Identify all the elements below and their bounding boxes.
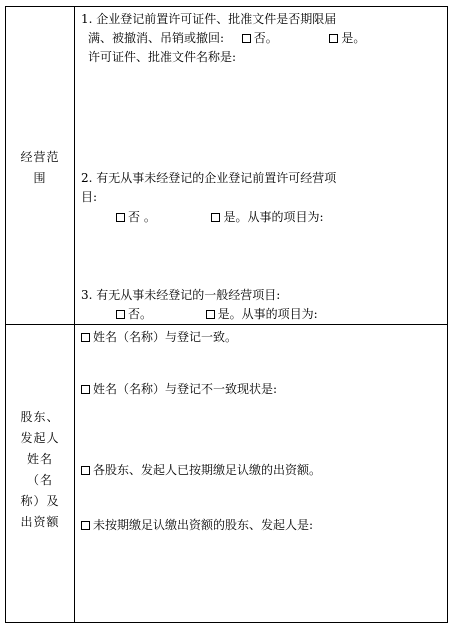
shareholder-label bbox=[6, 407, 74, 533]
q3-options bbox=[116, 306, 318, 322]
item4-label: 未按期缴足认缴出资额的股东、发起人是: bbox=[93, 518, 314, 532]
shareholder-label-line3: 姓名 bbox=[26, 452, 53, 466]
shareholder-item3 bbox=[81, 462, 321, 478]
q1-line3: 许可证件、批准文件名称是: bbox=[88, 50, 237, 64]
item4-checkbox[interactable] bbox=[81, 521, 90, 530]
business-scope-label-line1: 经营范 bbox=[20, 150, 60, 164]
q3-yes-label: 是。从事的项目为: bbox=[217, 307, 318, 321]
q1-no-checkbox[interactable] bbox=[242, 34, 251, 43]
item2-label: 姓名（名称）与登记不一致现状是: bbox=[93, 382, 278, 396]
shareholder-item4 bbox=[81, 517, 313, 533]
q1-line2-text: 满、被撤消、吊销或撤回: bbox=[88, 31, 225, 45]
inspection-form-table bbox=[5, 6, 448, 623]
q3-no-label: 否。 bbox=[128, 307, 153, 321]
q3-line1: 3. 有无从事未经登记的一般经营项目: bbox=[81, 288, 281, 302]
shareholder-item2 bbox=[81, 381, 277, 397]
shareholder-label-line5: 称）及 bbox=[20, 494, 60, 508]
shareholder-label-line1: 股东、 bbox=[20, 410, 60, 424]
q1-line1: 1. 企业登记前置许可证件、批准文件是否期限届 bbox=[81, 12, 337, 26]
shareholder-item1 bbox=[81, 329, 237, 345]
business-scope-label bbox=[6, 147, 74, 189]
q2-yes-label: 是。从事的项目为: bbox=[223, 210, 324, 224]
q1-no-label: 否。 bbox=[253, 31, 278, 45]
q1-line2 bbox=[88, 30, 365, 46]
shareholder-label-line2: 发起人 bbox=[20, 431, 60, 445]
item3-checkbox[interactable] bbox=[81, 466, 90, 475]
item2-checkbox[interactable] bbox=[81, 385, 90, 394]
q2-yes-checkbox[interactable] bbox=[211, 213, 220, 222]
item1-label: 姓名（名称）与登记一致。 bbox=[93, 330, 238, 344]
q2-no-checkbox[interactable] bbox=[116, 213, 125, 222]
row-divider bbox=[6, 324, 447, 325]
business-scope-label-line2: 围 bbox=[33, 171, 47, 185]
column-divider bbox=[74, 7, 75, 622]
q3-yes-checkbox[interactable] bbox=[206, 310, 215, 319]
q2-no-label: 否 。 bbox=[128, 210, 156, 224]
shareholder-label-line6: 出资额 bbox=[20, 515, 60, 529]
shareholder-label-line4: （名 bbox=[26, 473, 53, 487]
item3-label: 各股东、发起人已按期缴足认缴的出资额。 bbox=[93, 463, 322, 477]
q2-line1: 2. 有无从事未经登记的企业登记前置许可经营项 bbox=[81, 171, 337, 185]
q2-line2: 目: bbox=[81, 190, 98, 204]
q3-no-checkbox[interactable] bbox=[116, 310, 125, 319]
q1-yes-label: 是。 bbox=[341, 31, 366, 45]
item1-checkbox[interactable] bbox=[81, 333, 90, 342]
q2-options bbox=[116, 209, 324, 225]
q1-yes-checkbox[interactable] bbox=[329, 34, 338, 43]
